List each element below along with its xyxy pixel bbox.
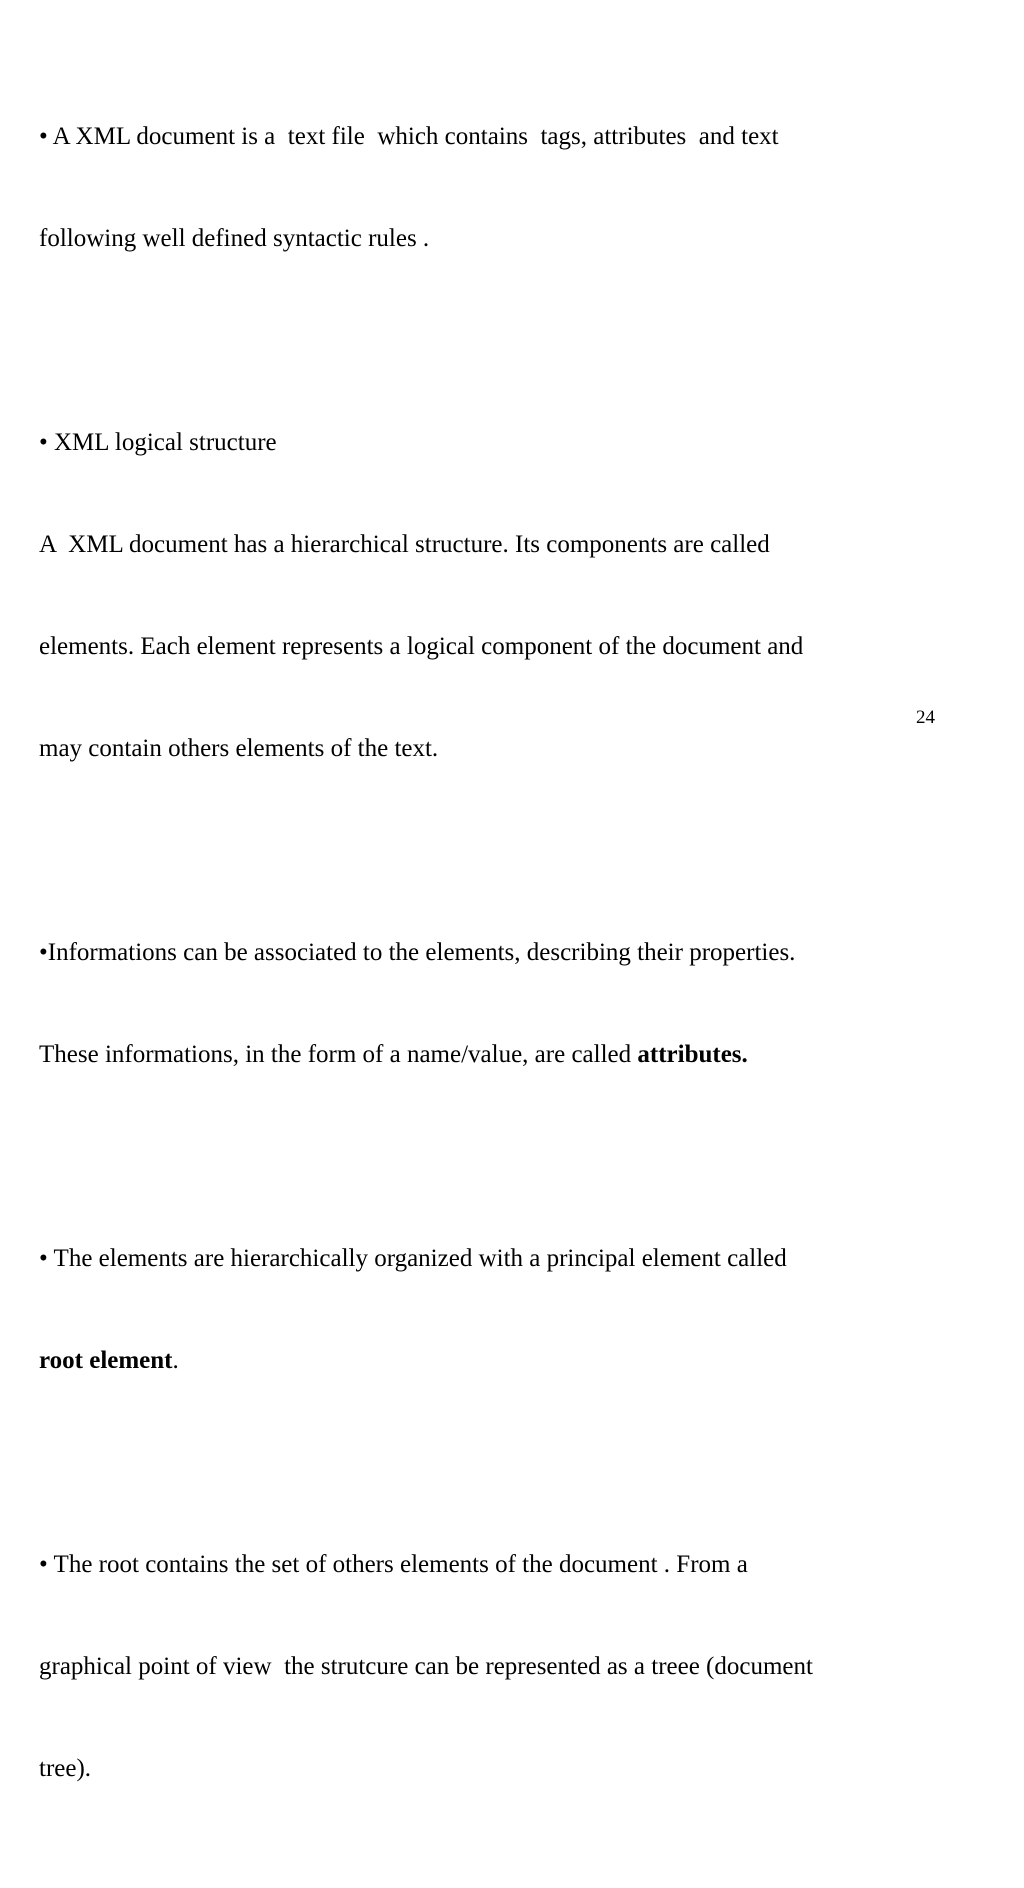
slide-body (39, 52, 939, 1888)
text-line: A XML document has a hierarchical structure. Its components are called (39, 531, 770, 558)
text-line (39, 1344, 939, 1378)
paragraph-attributes (39, 868, 939, 1140)
bold-term-root-element: root element (39, 1347, 173, 1374)
text-line: • XML logical structure (39, 429, 277, 456)
text-line: •Informations can be associated to the elements, describing their properties. (39, 939, 796, 966)
text-line: graphical point of view the strutcure can be represented as a treee (document (39, 1653, 813, 1680)
text-segment: . (172, 1347, 179, 1374)
page-number: 24 (916, 707, 935, 728)
paragraph-xml-document (39, 52, 939, 324)
text-line: • A XML document is a text file which contains tags, attributes and text (39, 123, 779, 150)
text-line: • The elements are hierarchically organized with a principal element called (39, 1245, 787, 1272)
text-line (39, 1038, 939, 1072)
paragraph-logical-structure (39, 358, 939, 834)
bold-term-attributes: attributes. (637, 1041, 748, 1068)
paragraph-document-tree (39, 1480, 939, 1854)
text-line: following well defined syntactic rules . (39, 225, 430, 252)
text-line: elements. Each element represents a logical component of the document and (39, 633, 804, 660)
text-line: may contain others elements of the text. (39, 735, 439, 762)
text-line: tree). (39, 1755, 92, 1782)
text-segment: These informations, in the form of a name/value, are called (39, 1041, 638, 1068)
text-line: • The root contains the set of others elements of the document . From a (39, 1551, 748, 1578)
paragraph-root-element (39, 1174, 939, 1446)
